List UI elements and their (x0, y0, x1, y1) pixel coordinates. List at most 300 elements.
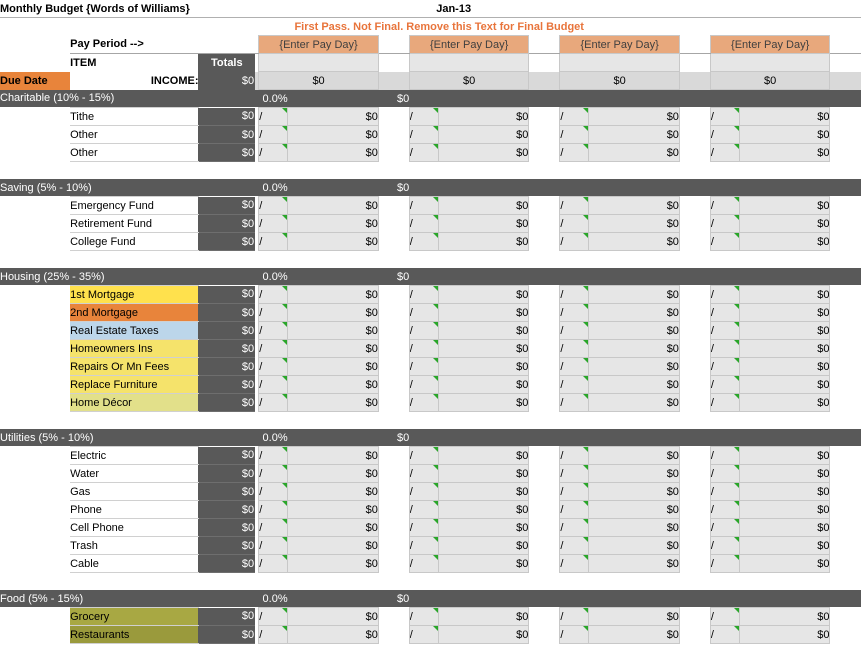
comment-marker-icon (433, 447, 438, 452)
paid-check-charitable-2-4[interactable]: / (710, 126, 739, 144)
amount-utilities-6-1[interactable]: $0 (288, 537, 379, 555)
paid-check-charitable-2-1[interactable]: / (259, 126, 288, 144)
paid-check-charitable-2-3[interactable]: / (560, 126, 589, 144)
paid-check-saving-2-2[interactable]: / (409, 215, 438, 233)
amount-utilities-3-2[interactable]: $0 (438, 483, 529, 501)
due-date-cell-food-1[interactable] (0, 608, 70, 626)
paid-check-utilities-7-4[interactable]: / (710, 555, 739, 573)
paid-check-housing-1-3[interactable]: / (560, 286, 589, 304)
paid-check-saving-2-3[interactable]: / (560, 215, 589, 233)
paid-check-housing-4-3[interactable]: / (560, 340, 589, 358)
paid-check-utilities-4-2[interactable]: / (409, 501, 438, 519)
category-name-saving-2[interactable]: Retirement Fund (70, 215, 199, 233)
paid-check-utilities-6-2[interactable]: / (409, 537, 438, 555)
category-total-utilities-7[interactable]: $0 (199, 555, 255, 573)
paid-check-utilities-4-1[interactable]: / (259, 501, 288, 519)
amount-utilities-1-3[interactable]: $0 (589, 447, 680, 465)
paid-check-food-1-2[interactable]: / (409, 608, 438, 626)
paid-check-housing-5-3[interactable]: / (560, 358, 589, 376)
amount-utilities-7-3[interactable]: $0 (589, 555, 680, 573)
comment-marker-icon (433, 215, 438, 220)
section-title-charitable: Charitable (10% - 15%) (0, 90, 199, 108)
category-name-housing-6[interactable]: Replace Furniture (70, 376, 199, 394)
paid-check-utilities-2-3[interactable]: / (560, 465, 589, 483)
paid-check-charitable-1-2[interactable]: / (409, 108, 438, 126)
category-name-housing-4[interactable]: Homeowners Ins (70, 340, 199, 358)
income-total-value[interactable]: $0 (199, 72, 255, 90)
amount-food-2-3[interactable]: $0 (589, 626, 680, 644)
paid-check-utilities-3-3[interactable]: / (560, 483, 589, 501)
amount-housing-5-3[interactable]: $0 (589, 358, 680, 376)
comment-marker-icon (734, 465, 739, 470)
paid-check-utilities-5-1[interactable]: / (259, 519, 288, 537)
amount-housing-5-2[interactable]: $0 (438, 358, 529, 376)
category-total-housing-3[interactable]: $0 (199, 322, 255, 340)
paid-check-utilities-5-2[interactable]: / (409, 519, 438, 537)
amount-utilities-7-1[interactable]: $0 (288, 555, 379, 573)
paid-check-housing-7-3[interactable]: / (560, 394, 589, 412)
payday-input-4[interactable]: {Enter Pay Day} (710, 36, 830, 54)
paid-check-saving-2-4[interactable]: / (710, 215, 739, 233)
amount-housing-3-4[interactable]: $0 (739, 322, 830, 340)
income-value-3[interactable]: $0 (560, 72, 680, 90)
comment-marker-icon (282, 483, 287, 488)
comment-marker-icon (282, 304, 287, 309)
category-name-food-2[interactable]: Restaurants (70, 626, 199, 644)
category-total-charitable-3[interactable]: $0 (199, 144, 255, 162)
amount-saving-2-3[interactable]: $0 (589, 215, 680, 233)
paid-check-utilities-3-1[interactable]: / (259, 483, 288, 501)
payday-subheader-2[interactable] (409, 54, 529, 72)
paid-check-utilities-7-1[interactable]: / (259, 555, 288, 573)
amount-utilities-6-2[interactable]: $0 (438, 537, 529, 555)
amount-food-2-4[interactable]: $0 (739, 626, 830, 644)
category-name-housing-2[interactable]: 2nd Mortgage (70, 304, 199, 322)
paid-check-housing-6-3[interactable]: / (560, 376, 589, 394)
paid-check-charitable-3-3[interactable]: / (560, 144, 589, 162)
section-filler-saving (409, 179, 861, 197)
section-header-housing (0, 268, 861, 286)
amount-housing-6-1[interactable]: $0 (288, 376, 379, 394)
amount-saving-1-3[interactable]: $0 (589, 197, 680, 215)
paid-check-utilities-4-4[interactable]: / (710, 501, 739, 519)
paid-check-food-2-1[interactable]: / (259, 626, 288, 644)
amount-housing-7-2[interactable]: $0 (438, 394, 529, 412)
spacer-cell-housing (0, 412, 861, 430)
amount-utilities-1-1[interactable]: $0 (288, 447, 379, 465)
category-total-housing-2[interactable]: $0 (199, 304, 255, 322)
paid-check-food-2-3[interactable]: / (560, 626, 589, 644)
amount-housing-1-4[interactable]: $0 (739, 286, 830, 304)
income-label: INCOME: (70, 72, 199, 90)
amount-housing-7-4[interactable]: $0 (739, 394, 830, 412)
comment-marker-icon (734, 340, 739, 345)
paid-check-housing-7-1[interactable]: / (259, 394, 288, 412)
amount-saving-3-1[interactable]: $0 (288, 233, 379, 251)
budget-row-housing-6 (0, 376, 861, 394)
paid-check-food-2-4[interactable]: / (710, 626, 739, 644)
paid-check-food-2-2[interactable]: / (409, 626, 438, 644)
amount-charitable-3-4[interactable]: $0 (739, 144, 830, 162)
due-date-cell-utilities-2[interactable] (0, 465, 70, 483)
amount-utilities-5-1[interactable]: $0 (288, 519, 379, 537)
amount-charitable-2-2[interactable]: $0 (438, 126, 529, 144)
amount-gap-charitable-3-2 (529, 144, 560, 162)
due-date-cell-saving-2[interactable] (0, 215, 70, 233)
pay-period-corner (0, 36, 70, 54)
comment-marker-icon (583, 519, 588, 524)
comment-marker-icon (583, 358, 588, 363)
category-name-utilities-1[interactable]: Electric (70, 447, 199, 465)
paid-check-housing-1-1[interactable]: / (259, 286, 288, 304)
amount-charitable-1-1[interactable]: $0 (288, 108, 379, 126)
amount-housing-4-2[interactable]: $0 (438, 340, 529, 358)
amount-gap-utilities-1-4 (830, 447, 861, 465)
comment-marker-icon (583, 501, 588, 506)
amount-gap-charitable-1-3 (679, 108, 710, 126)
paid-check-housing-3-4[interactable]: / (710, 322, 739, 340)
amount-food-1-4[interactable]: $0 (739, 608, 830, 626)
paid-check-housing-5-2[interactable]: / (409, 358, 438, 376)
due-date-cell-saving-3[interactable] (0, 233, 70, 251)
paid-check-charitable-2-2[interactable]: / (409, 126, 438, 144)
amount-charitable-3-2[interactable]: $0 (438, 144, 529, 162)
category-total-housing-4[interactable]: $0 (199, 340, 255, 358)
amount-food-1-3[interactable]: $0 (589, 608, 680, 626)
amount-gap-housing-2-3 (679, 304, 710, 322)
paid-check-saving-2-1[interactable]: / (259, 215, 288, 233)
amount-housing-4-4[interactable]: $0 (739, 340, 830, 358)
amount-housing-7-3[interactable]: $0 (589, 394, 680, 412)
payday-subgap-3 (679, 54, 710, 72)
payday-subheader-3[interactable] (560, 54, 680, 72)
paid-check-food-1-1[interactable]: / (259, 608, 288, 626)
paid-check-utilities-6-4[interactable]: / (710, 537, 739, 555)
paid-check-housing-6-1[interactable]: / (259, 376, 288, 394)
paid-check-charitable-1-3[interactable]: / (560, 108, 589, 126)
category-total-saving-2[interactable]: $0 (199, 215, 255, 233)
amount-gap-housing-5-4 (830, 358, 861, 376)
amount-utilities-5-2[interactable]: $0 (438, 519, 529, 537)
paid-check-utilities-2-1[interactable]: / (259, 465, 288, 483)
category-total-housing-5[interactable]: $0 (199, 358, 255, 376)
paid-check-housing-2-4[interactable]: / (710, 304, 739, 322)
amount-housing-7-1[interactable]: $0 (288, 394, 379, 412)
category-total-saving-1[interactable]: $0 (199, 197, 255, 215)
paid-check-saving-3-3[interactable]: / (560, 233, 589, 251)
comment-marker-icon (433, 304, 438, 309)
category-name-housing-3[interactable]: Real Estate Taxes (70, 322, 199, 340)
page-title: Monthly Budget {Words of Williams} (0, 0, 378, 18)
comment-marker-icon (583, 626, 588, 631)
amount-utilities-6-4[interactable]: $0 (739, 537, 830, 555)
category-name-housing-1[interactable]: 1st Mortgage (70, 286, 199, 304)
paid-check-utilities-2-4[interactable]: / (710, 465, 739, 483)
amount-utilities-4-1[interactable]: $0 (288, 501, 379, 519)
paid-check-charitable-1-1[interactable]: / (259, 108, 288, 126)
paid-check-housing-1-4[interactable]: / (710, 286, 739, 304)
amount-saving-1-1[interactable]: $0 (288, 197, 379, 215)
paid-check-charitable-1-4[interactable]: / (710, 108, 739, 126)
paid-check-utilities-1-1[interactable]: / (259, 447, 288, 465)
amount-charitable-3-3[interactable]: $0 (589, 144, 680, 162)
amount-gap-utilities-6-4 (830, 537, 861, 555)
category-name-charitable-2[interactable]: Other (70, 126, 199, 144)
paid-check-saving-3-1[interactable]: / (259, 233, 288, 251)
paid-check-utilities-3-2[interactable]: / (409, 483, 438, 501)
due-date-cell-utilities-7[interactable] (0, 555, 70, 573)
amount-housing-4-3[interactable]: $0 (589, 340, 680, 358)
payday-gap-3 (679, 36, 710, 54)
paid-check-saving-3-2[interactable]: / (409, 233, 438, 251)
due-date-cell-saving-1[interactable] (0, 197, 70, 215)
category-total-utilities-2[interactable]: $0 (199, 465, 255, 483)
amount-housing-2-3[interactable]: $0 (589, 304, 680, 322)
paid-check-utilities-3-4[interactable]: / (710, 483, 739, 501)
amount-saving-2-1[interactable]: $0 (288, 215, 379, 233)
paid-check-housing-5-4[interactable]: / (710, 358, 739, 376)
comment-marker-icon (583, 537, 588, 542)
amount-utilities-3-1[interactable]: $0 (288, 483, 379, 501)
amount-food-1-1[interactable]: $0 (288, 608, 379, 626)
category-name-food-1[interactable]: Grocery (70, 608, 199, 626)
comment-marker-icon (734, 108, 739, 113)
amount-housing-6-2[interactable]: $0 (438, 376, 529, 394)
category-name-utilities-2[interactable]: Water (70, 465, 199, 483)
due-date-cell-housing-7[interactable] (0, 394, 70, 412)
amount-saving-3-3[interactable]: $0 (589, 233, 680, 251)
category-total-utilities-1[interactable]: $0 (199, 447, 255, 465)
paid-check-food-1-3[interactable]: / (560, 608, 589, 626)
comment-marker-icon (734, 608, 739, 613)
amount-utilities-7-2[interactable]: $0 (438, 555, 529, 573)
comment-marker-icon (583, 483, 588, 488)
category-total-food-1[interactable]: $0 (199, 608, 255, 626)
amount-food-2-2[interactable]: $0 (438, 626, 529, 644)
amount-gap-charitable-3-4 (830, 144, 861, 162)
due-date-cell-charitable-1[interactable] (0, 108, 70, 126)
amount-utilities-2-1[interactable]: $0 (288, 465, 379, 483)
category-name-utilities-3[interactable]: Gas (70, 483, 199, 501)
amount-gap-utilities-4-1 (378, 501, 409, 519)
paid-check-utilities-7-3[interactable]: / (560, 555, 589, 573)
category-total-charitable-1[interactable]: $0 (199, 108, 255, 126)
category-total-utilities-3[interactable]: $0 (199, 483, 255, 501)
paid-check-charitable-3-1[interactable]: / (259, 144, 288, 162)
amount-housing-3-2[interactable]: $0 (438, 322, 529, 340)
paid-check-housing-2-1[interactable]: / (259, 304, 288, 322)
income-value-4[interactable]: $0 (710, 72, 830, 90)
due-date-cell-housing-2[interactable] (0, 304, 70, 322)
amount-charitable-1-2[interactable]: $0 (438, 108, 529, 126)
paid-check-housing-2-3[interactable]: / (560, 304, 589, 322)
amount-housing-6-4[interactable]: $0 (739, 376, 830, 394)
amount-utilities-5-3[interactable]: $0 (589, 519, 680, 537)
paid-check-housing-7-2[interactable]: / (409, 394, 438, 412)
amount-utilities-2-4[interactable]: $0 (739, 465, 830, 483)
paid-check-charitable-3-4[interactable]: / (710, 144, 739, 162)
category-total-housing-6[interactable]: $0 (199, 376, 255, 394)
amount-saving-3-4[interactable]: $0 (739, 233, 830, 251)
payday-input-3[interactable]: {Enter Pay Day} (560, 36, 680, 54)
section-title-saving: Saving (5% - 10%) (0, 179, 199, 197)
payday-subheader-1[interactable] (259, 54, 379, 72)
category-name-housing-5[interactable]: Repairs Or Mn Fees (70, 358, 199, 376)
amount-gap-utilities-1-3 (679, 447, 710, 465)
category-name-saving-3[interactable]: College Fund (70, 233, 199, 251)
amount-saving-1-2[interactable]: $0 (438, 197, 529, 215)
amount-utilities-1-2[interactable]: $0 (438, 447, 529, 465)
income-value-1[interactable]: $0 (259, 72, 379, 90)
paid-check-utilities-7-2[interactable]: / (409, 555, 438, 573)
amount-utilities-4-4[interactable]: $0 (739, 501, 830, 519)
category-name-utilities-6[interactable]: Trash (70, 537, 199, 555)
category-name-utilities-4[interactable]: Phone (70, 501, 199, 519)
amount-charitable-1-4[interactable]: $0 (739, 108, 830, 126)
paid-check-utilities-1-2[interactable]: / (409, 447, 438, 465)
paid-check-housing-6-2[interactable]: / (409, 376, 438, 394)
payday-input-2[interactable]: {Enter Pay Day} (409, 36, 529, 54)
paid-check-saving-1-3[interactable]: / (560, 197, 589, 215)
amount-utilities-3-4[interactable]: $0 (739, 483, 830, 501)
amount-utilities-6-3[interactable]: $0 (589, 537, 680, 555)
amount-charitable-2-3[interactable]: $0 (589, 126, 680, 144)
section-header-food (0, 590, 861, 608)
paid-check-saving-1-1[interactable]: / (259, 197, 288, 215)
category-total-utilities-4[interactable]: $0 (199, 501, 255, 519)
due-date-cell-housing-1[interactable] (0, 286, 70, 304)
amount-housing-2-2[interactable]: $0 (438, 304, 529, 322)
due-date-cell-utilities-6[interactable] (0, 537, 70, 555)
amount-gap-charitable-3-3 (679, 144, 710, 162)
amount-saving-2-2[interactable]: $0 (438, 215, 529, 233)
paid-check-food-1-4[interactable]: / (710, 608, 739, 626)
paid-check-utilities-1-3[interactable]: / (560, 447, 589, 465)
amount-charitable-2-1[interactable]: $0 (288, 126, 379, 144)
amount-utilities-2-2[interactable]: $0 (438, 465, 529, 483)
category-name-saving-1[interactable]: Emergency Fund (70, 197, 199, 215)
payday-subheader-4[interactable] (710, 54, 830, 72)
due-date-cell-utilities-3[interactable] (0, 483, 70, 501)
amount-housing-5-4[interactable]: $0 (739, 358, 830, 376)
amount-saving-2-4[interactable]: $0 (739, 215, 830, 233)
due-date-cell-utilities-1[interactable] (0, 447, 70, 465)
category-total-charitable-2[interactable]: $0 (199, 126, 255, 144)
amount-utilities-3-3[interactable]: $0 (589, 483, 680, 501)
amount-housing-3-3[interactable]: $0 (589, 322, 680, 340)
paid-check-saving-1-2[interactable]: / (409, 197, 438, 215)
amount-gap-utilities-3-2 (529, 483, 560, 501)
amount-gap-utilities-1-1 (378, 447, 409, 465)
amount-housing-1-3[interactable]: $0 (589, 286, 680, 304)
category-total-utilities-5[interactable]: $0 (199, 519, 255, 537)
paid-check-housing-1-2[interactable]: / (409, 286, 438, 304)
paid-check-housing-2-2[interactable]: / (409, 304, 438, 322)
category-name-utilities-5[interactable]: Cell Phone (70, 519, 199, 537)
paid-check-charitable-3-2[interactable]: / (409, 144, 438, 162)
due-date-cell-housing-5[interactable] (0, 358, 70, 376)
section-title-housing: Housing (25% - 35%) (0, 268, 199, 286)
category-total-saving-3[interactable]: $0 (199, 233, 255, 251)
amount-food-2-1[interactable]: $0 (288, 626, 379, 644)
paid-check-saving-1-4[interactable]: / (710, 197, 739, 215)
paid-check-utilities-6-3[interactable]: / (560, 537, 589, 555)
category-name-utilities-7[interactable]: Cable (70, 555, 199, 573)
paid-check-utilities-1-4[interactable]: / (710, 447, 739, 465)
amount-housing-5-1[interactable]: $0 (288, 358, 379, 376)
paid-check-utilities-5-4[interactable]: / (710, 519, 739, 537)
category-name-housing-7[interactable]: Home Décor (70, 394, 199, 412)
amount-utilities-5-4[interactable]: $0 (739, 519, 830, 537)
amount-saving-1-4[interactable]: $0 (739, 197, 830, 215)
due-date-cell-charitable-3[interactable] (0, 144, 70, 162)
amount-housing-1-2[interactable]: $0 (438, 286, 529, 304)
paid-check-housing-4-1[interactable]: / (259, 340, 288, 358)
paid-check-housing-4-2[interactable]: / (409, 340, 438, 358)
category-name-charitable-3[interactable]: Other (70, 144, 199, 162)
amount-food-1-2[interactable]: $0 (438, 608, 529, 626)
amount-utilities-4-3[interactable]: $0 (589, 501, 680, 519)
paid-check-housing-6-4[interactable]: / (710, 376, 739, 394)
category-name-charitable-1[interactable]: Tithe (70, 108, 199, 126)
amount-housing-4-1[interactable]: $0 (288, 340, 379, 358)
paid-check-saving-3-4[interactable]: / (710, 233, 739, 251)
due-date-cell-housing-4[interactable] (0, 340, 70, 358)
comment-marker-icon (433, 465, 438, 470)
amount-housing-6-3[interactable]: $0 (589, 376, 680, 394)
due-date-cell-food-2[interactable] (0, 626, 70, 644)
amount-saving-3-2[interactable]: $0 (438, 233, 529, 251)
amount-gap-housing-1-2 (529, 286, 560, 304)
amount-charitable-1-3[interactable]: $0 (589, 108, 680, 126)
paid-check-utilities-2-2[interactable]: / (409, 465, 438, 483)
paid-check-utilities-4-3[interactable]: / (560, 501, 589, 519)
paid-check-utilities-6-1[interactable]: / (259, 537, 288, 555)
amount-housing-2-1[interactable]: $0 (288, 304, 379, 322)
paid-check-housing-5-1[interactable]: / (259, 358, 288, 376)
amount-housing-1-1[interactable]: $0 (288, 286, 379, 304)
amount-utilities-4-2[interactable]: $0 (438, 501, 529, 519)
due-date-cell-housing-3[interactable] (0, 322, 70, 340)
comment-marker-icon (734, 555, 739, 560)
paid-check-utilities-5-3[interactable]: / (560, 519, 589, 537)
due-date-cell-utilities-4[interactable] (0, 501, 70, 519)
paid-check-housing-3-3[interactable]: / (560, 322, 589, 340)
paid-check-housing-3-2[interactable]: / (409, 322, 438, 340)
amount-utilities-2-3[interactable]: $0 (589, 465, 680, 483)
category-total-utilities-6[interactable]: $0 (199, 537, 255, 555)
paid-check-housing-4-4[interactable]: / (710, 340, 739, 358)
paid-check-housing-7-4[interactable]: / (710, 394, 739, 412)
comment-marker-icon (433, 108, 438, 113)
category-total-food-2[interactable]: $0 (199, 626, 255, 644)
amount-charitable-2-4[interactable]: $0 (739, 126, 830, 144)
amount-charitable-3-1[interactable]: $0 (288, 144, 379, 162)
category-total-housing-1[interactable]: $0 (199, 286, 255, 304)
category-total-housing-7[interactable]: $0 (199, 394, 255, 412)
amount-housing-3-1[interactable]: $0 (288, 322, 379, 340)
amount-housing-2-4[interactable]: $0 (739, 304, 830, 322)
amount-gap-saving-1-1 (378, 197, 409, 215)
due-date-cell-utilities-5[interactable] (0, 519, 70, 537)
due-date-cell-housing-6[interactable] (0, 376, 70, 394)
due-date-cell-charitable-2[interactable] (0, 126, 70, 144)
payday-input-1[interactable]: {Enter Pay Day} (259, 36, 379, 54)
paid-check-housing-3-1[interactable]: / (259, 322, 288, 340)
amount-utilities-7-4[interactable]: $0 (739, 555, 830, 573)
amount-utilities-1-4[interactable]: $0 (739, 447, 830, 465)
income-value-2[interactable]: $0 (409, 72, 529, 90)
